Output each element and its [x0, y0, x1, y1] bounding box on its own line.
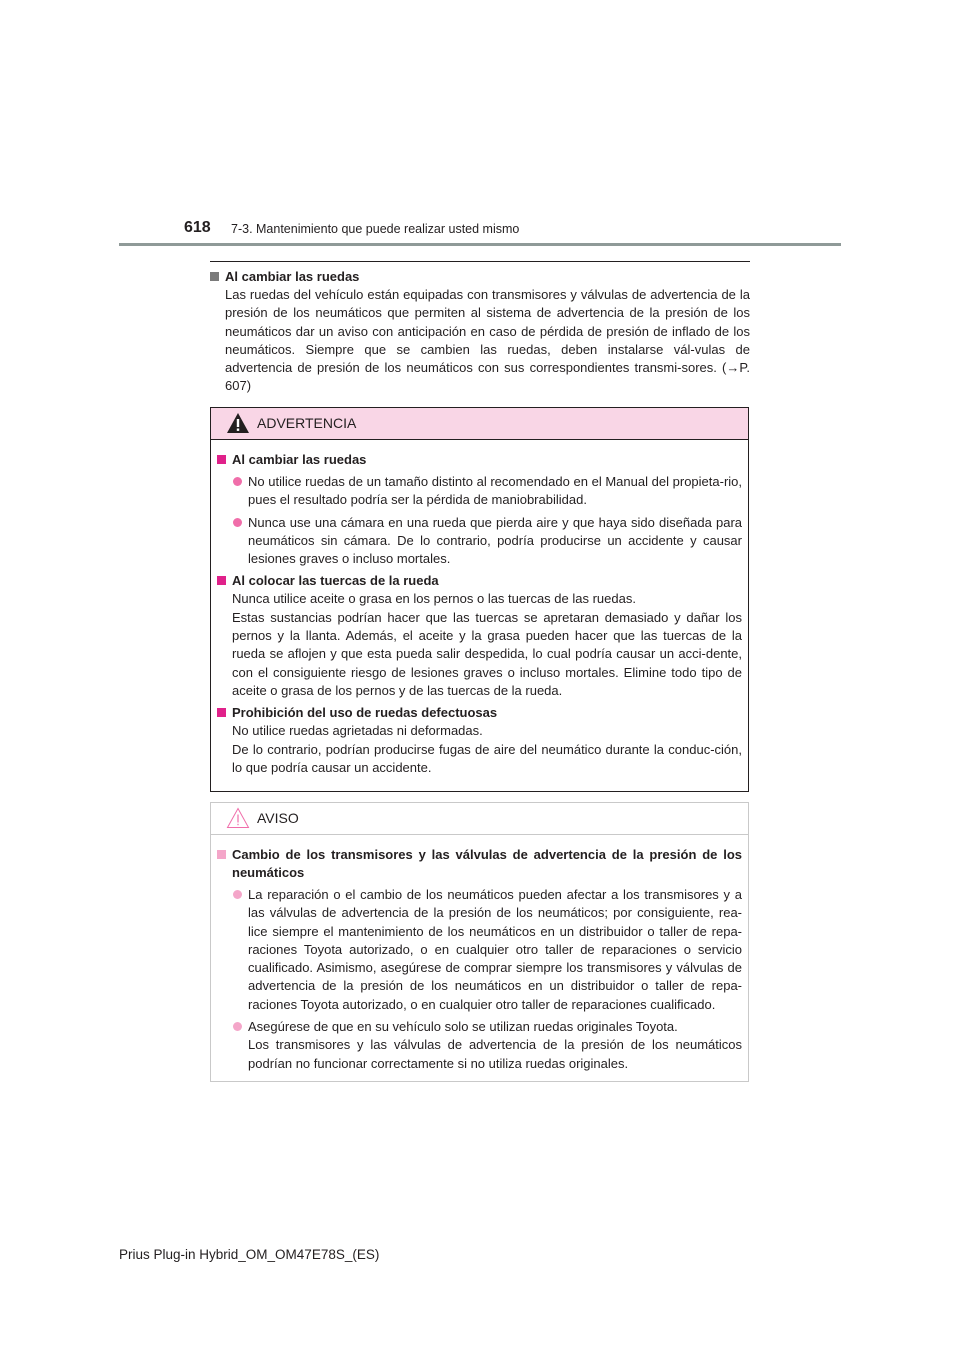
square-bullet-icon [217, 850, 226, 859]
notice-box [210, 802, 749, 1082]
warning-section-line: Estas sustancias podrían hacer que las tuercas se apretaran demasiado y dañar los pernos y la llanta. Además, el aceite y la grasa pueden hacer que las tuercas de la rueda se aflojen y que esta pueda salir despedida, lo cual podría causar un acci-dente, con el consiguiente riesgo de lesiones graves o incluso mortales. Elimine todo tipo de aceite o grasa de los pernos y de las tuercas de la rueda. [232, 609, 742, 698]
list-item-text: Nunca use una cámara en una rueda que pierda aire y que haya sido diseñada para neumáticos sin cámara. De lo contrario, podría producirse un accidente y causar lesiones graves o incluso mortales. [248, 514, 742, 567]
bullet-dot-icon [233, 518, 242, 527]
warning-title: ADVERTENCIA [257, 415, 357, 431]
square-bullet-icon [217, 455, 226, 464]
warning-section-heading: Al cambiar las ruedas [232, 452, 367, 467]
bullet-dot-icon [233, 1022, 242, 1031]
list-item [217, 1018, 742, 1073]
square-bullet-icon [210, 272, 219, 281]
notice-box-header [211, 803, 748, 835]
intro-heading: Al cambiar las ruedas [225, 269, 360, 284]
list-item [217, 514, 742, 569]
bullet-dot-icon [233, 890, 242, 899]
warning-box-header [211, 408, 748, 440]
warning-box [210, 407, 749, 792]
list-item-text: Los transmisores y las válvulas de advertencia de la presión de los neumáticos podrían no funcionar correctamente si no utiliza ruedas originales. [248, 1037, 742, 1071]
list-item [217, 473, 742, 510]
warning-section-heading: Prohibición del uso de ruedas defectuosas [232, 705, 498, 721]
intro-body: Las ruedas del vehículo están equipadas con transmisores y válvulas de advertencia de la presión de los neumáticos que permiten al sistema de advertencia de la presión de los neumáticos dar un aviso con anticipación en caso de pérdida de presión de inflado de los neumáticos. Siempre que se cambien las ruedas, deben instalarse vál-vulas de advertencia de presión de los neumáticos con sus correspondientes transmi-sores. (→P. 607) [225, 287, 750, 394]
notice-heading: Cambio de los transmisores y las válvulas de advertencia de la presión de los neumáticos [232, 847, 742, 880]
intro-section [210, 268, 750, 396]
warning-section [217, 572, 742, 700]
caution-triangle-icon [226, 807, 250, 829]
warning-triangle-icon [226, 412, 250, 434]
list-item [217, 886, 742, 1014]
page-number: 618 [184, 219, 211, 236]
list-item-text: Asegúrese de que en su vehículo solo se utilizan ruedas originales Toyota. [248, 1019, 678, 1035]
square-bullet-icon [217, 576, 226, 585]
warning-section-line: Nunca utilice aceite o grasa en los pernos o las tuercas de las ruedas. [232, 591, 636, 607]
bullet-dot-icon [233, 477, 242, 486]
list-item-text: No utilice ruedas de un tamaño distinto al recomendado en el Manual del propieta-rio, pues el resultado podría ser la pérdida de maniobrabilidad. [248, 474, 742, 508]
chapter-title: 7-3. Mantenimiento que puede realizar usted mismo [231, 222, 520, 236]
warning-section-line: No utilice ruedas agrietadas ni deformadas. [232, 723, 483, 739]
header-rule [119, 243, 841, 246]
section-rule [210, 261, 750, 262]
footer-document-id: Prius Plug-in Hybrid_OM_OM47E78S_(ES) [119, 1247, 380, 1262]
warning-section-heading: Al colocar las tuercas de la rueda [232, 573, 439, 589]
warning-section-line: De lo contrario, podrían producirse fugas de aire del neumático durante la conduc-ción, lo que podría causar un accidente. [232, 741, 742, 775]
warning-section [217, 704, 742, 777]
list-item-text: La reparación o el cambio de los neumáticos pueden afectar a los transmisores y a las válvulas de advertencia de la presión de los neumáticos; por consiguiente, rea-lice siempre el mantenimiento de los neumáticos en un distribuidor o taller de repa-raciones Toyota autorizado, o en cualquier otro taller de reparaciones o servicio cualificado. Asimismo, asegúrese de comprar siempre los transmisores y válvulas de advertencia de la presión de los neumáticos en un distribuidor o taller de repa-raciones Toyota autorizado, o en cualquier otro taller de reparaciones cualificado. [248, 887, 742, 1012]
warning-section [217, 451, 742, 568]
square-bullet-icon [217, 708, 226, 717]
notice-title: AVISO [257, 810, 299, 826]
